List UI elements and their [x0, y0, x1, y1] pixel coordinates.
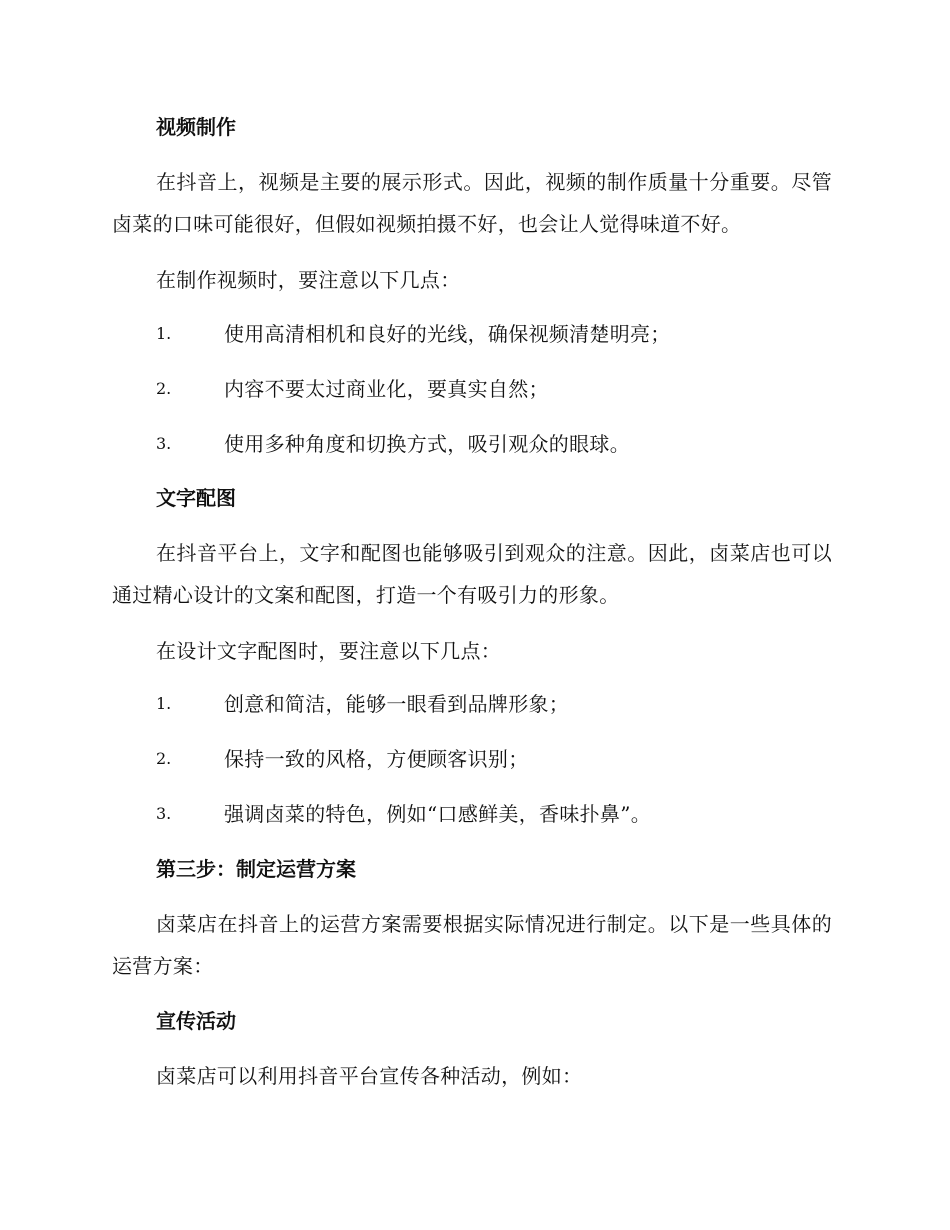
list-item-text: 保持一致的风格，方便顾客识别；	[224, 747, 529, 771]
list-item-text: 强调卤菜的特色，例如“口感鲜美，香味扑鼻”。	[224, 802, 652, 826]
section-heading-video: 视频制作	[156, 115, 236, 139]
section-heading-step3: 第三步：制定运营方案	[156, 857, 356, 881]
list-item-text: 内容不要太过商业化，要真实自然；	[224, 377, 549, 401]
list-item-number: 2.	[156, 379, 172, 398]
list-item-number: 1.	[156, 694, 172, 713]
paragraph-step3-intro: 卤菜店在抖音上的运营方案需要根据实际情况进行制定。以下是一些具体的运营方案：	[112, 912, 832, 978]
list-item-number: 3.	[156, 804, 172, 823]
section-heading-text-image: 文字配图	[156, 486, 236, 510]
paragraph-video-intro: 在抖音上，视频是主要的展示形式。因此，视频的制作质量十分重要。尽管卤菜的口味可能很好，但假如视频拍摄不好，也会让人觉得味道不好。	[112, 170, 832, 236]
paragraph-video-lead: 在制作视频时，要注意以下几点：	[156, 268, 461, 292]
paragraph-text-image-intro: 在抖音平台上，文字和配图也能够吸引到观众的注意。因此，卤菜店也可以通过精心设计的文案和配图，打造一个有吸引力的形象。	[112, 541, 832, 607]
paragraph-text-image-lead: 在设计文字配图时，要注意以下几点：	[156, 639, 502, 663]
list-item-number: 2.	[156, 749, 172, 768]
list-item-number: 1.	[156, 324, 172, 343]
list-item-text: 创意和简洁，能够一眼看到品牌形象；	[224, 692, 570, 716]
list-item-text: 使用多种角度和切换方式，吸引观众的眼球。	[224, 432, 630, 456]
section-heading-promotion: 宣传活动	[156, 1009, 236, 1033]
paragraph-promotion-intro: 卤菜店可以利用抖音平台宣传各种活动，例如：	[156, 1064, 583, 1088]
list-item-number: 3.	[156, 434, 172, 453]
list-item-text: 使用高清相机和良好的光线，确保视频清楚明亮；	[224, 322, 671, 346]
